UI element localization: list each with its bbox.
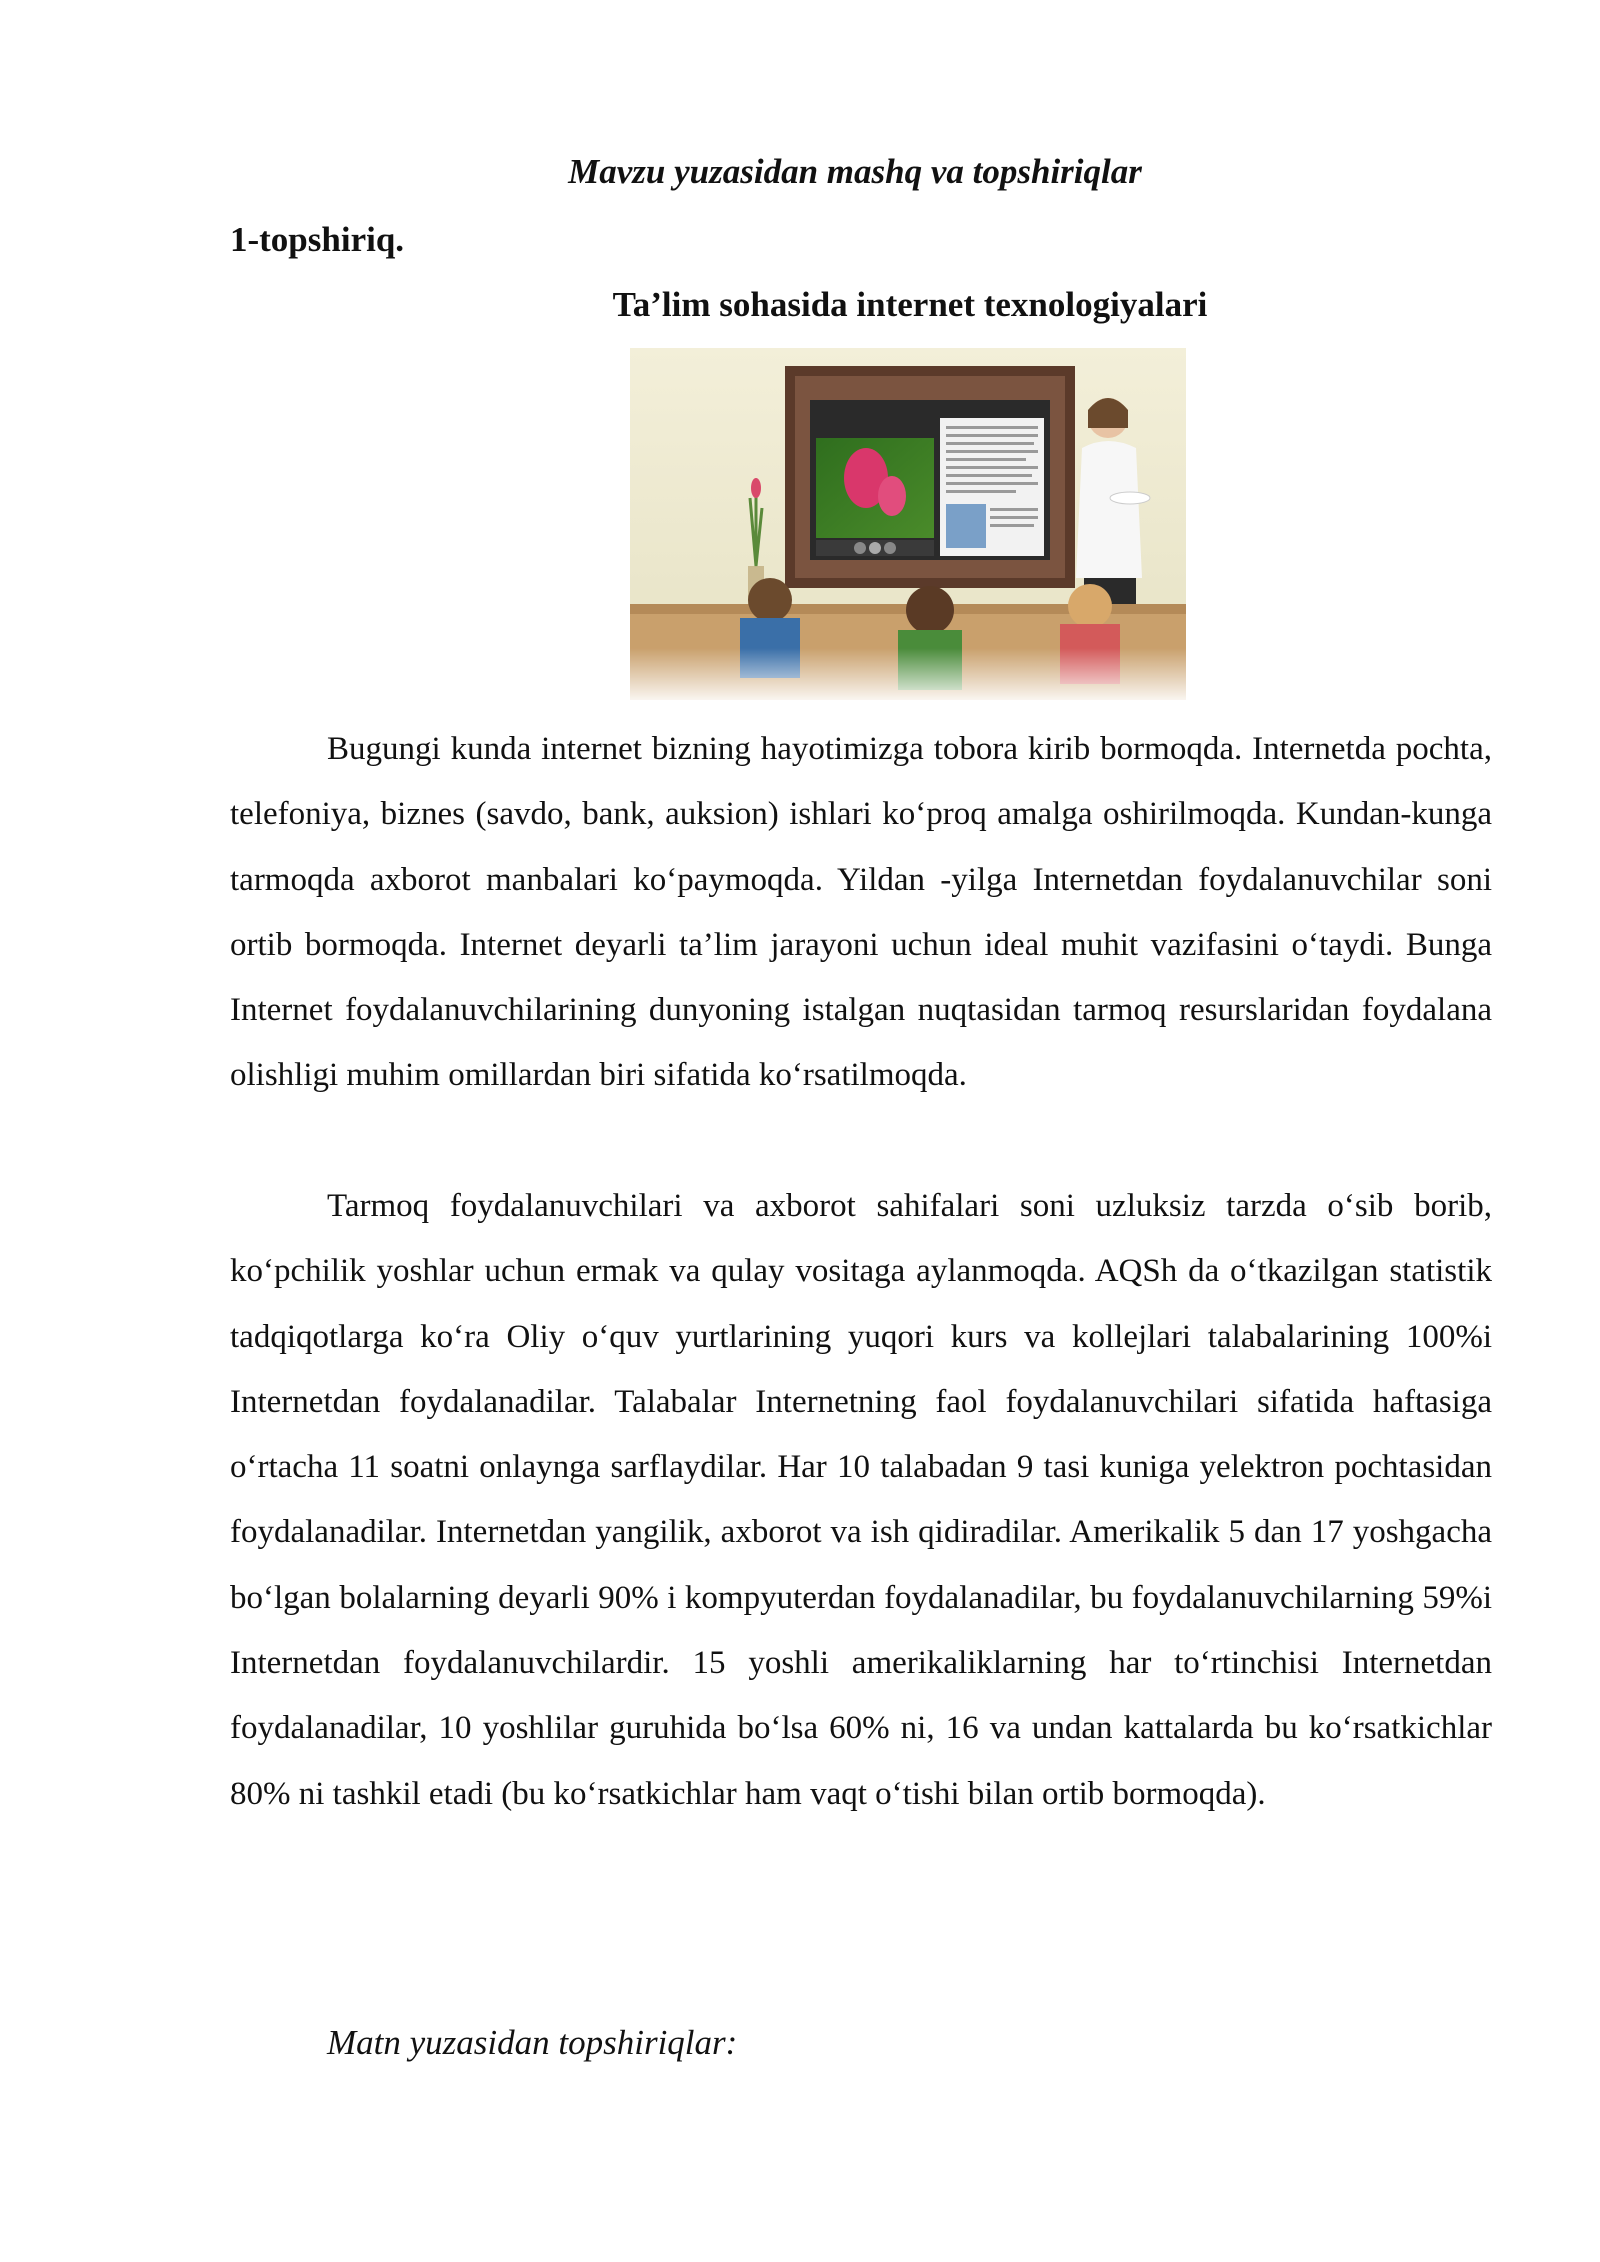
task-label: 1-topshiriq.	[230, 220, 405, 259]
paragraph-2	[230, 1174, 1492, 1827]
classroom-illustration	[630, 348, 1186, 700]
paragraph-1-text: Bugungi kunda internet bizning hayotimizga tobora kirib bormoqda. Internetda pochta, telefoniya, biznes (savdo, bank, auksion) ishlari ko‘proq amalga oshirilmoqda. Kundan-kunga tarmoqda axborot manbalari ko‘paymoqda. Yildan -yilga Internetdan foydalanuvchilar soni ortib bormoqda. Internet deyarli ta’lim jarayoni uchun ideal muhit vazifasini o‘taydi. Bunga Internet foydalanuvchilarining dunyoning istalgan nuqtasidan tarmoq resurslaridan foydalana olishligi muhim omillardan biri sifatida ko‘rsatilmoqda.	[230, 731, 1492, 1094]
page-heading: Mavzu yuzasidan mashq va topshiriqlar	[568, 152, 1142, 191]
exercises-subheading: Matn yuzasidan topshiriqlar:	[327, 2023, 738, 2062]
section-title: Ta’lim sohasida internet texnologiyalari	[612, 285, 1208, 324]
paragraph-1	[230, 717, 1492, 1109]
paragraph-2-text: Tarmoq foydalanuvchilari va axborot sahifalari soni uzluksiz tarzda o‘sib borib, ko‘pchilik yoshlar uchun ermak va qulay vositaga aylanmoqda. AQSh da o‘tkazilgan statistik tadqiqotlarga ko‘ra Oliy o‘quv yurtlarining yuqori kurs va kollejlari talabalarining 100%i Internetdan foydalanadilar. Talabalar Internetning faol foydalanuvchilari sifatida haftasiga o‘rtacha 11 soatni onlaynga sarflaydilar. Har 10 talabadan 9 tasi kuniga yelektron pochtasidan foydalanadilar. Internetdan yangilik, axborot va ish qidiradilar. Amerikalik 5 dan 17 yoshgacha bo‘lgan bolalarning deyarli 90% i kompyuterdan foydalanadilar, bu foydalanuvchilarning 59%i Internetdan foydalanuvchilardir. 15 yoshli amerikaliklarning har to‘rtinchisi Internetdan foydalanadilar, 10 yoshlilar guruhida bo‘lsa 60% ni, 16 va undan kattalarda bu ko‘rsatkichlar 80% ni tashkil etadi (bu ko‘rsatkichlar ham vaqt o‘tishi bilan ortib bormoqda).	[230, 1188, 1492, 1812]
